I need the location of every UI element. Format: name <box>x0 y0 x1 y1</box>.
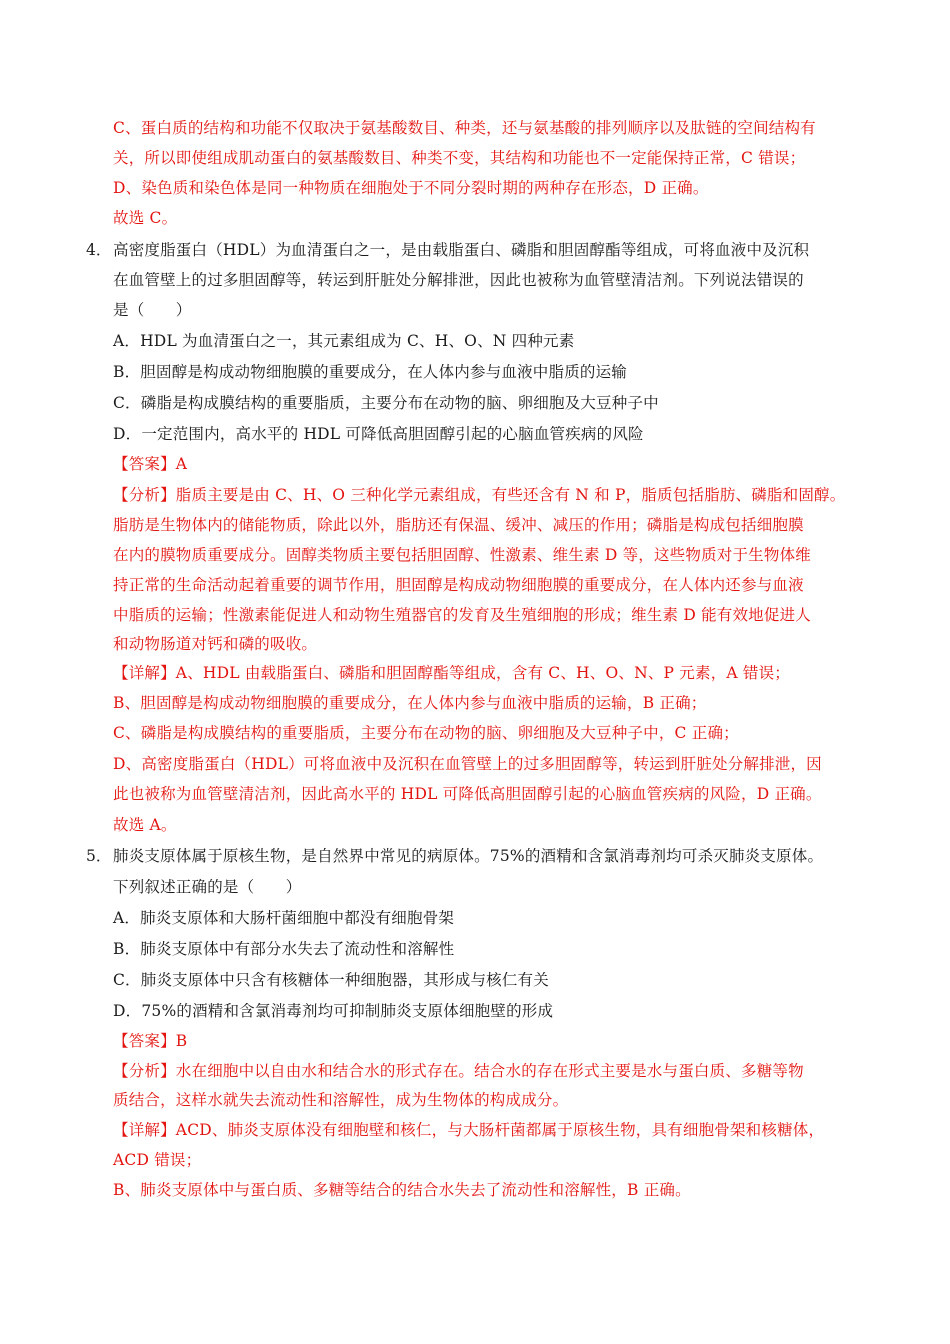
option-a: A．肺炎支原体和大肠杆菌细胞中都没有细胞骨架 <box>113 909 455 927</box>
option-b: B．胆固醇是构成动物细胞膜的重要成分，在人体内参与血液中脂质的运输 <box>113 363 627 381</box>
analysis-line: 脂肪是生物体内的储能物质，除此以外，脂肪还有保温、缓冲、减压的作用；磷脂是构成包括细胞膜 <box>113 516 804 534</box>
detail-line: B、胆固醇是构成动物细胞膜的重要成分，在人体内参与血液中脂质的运输，B 正确； <box>113 694 707 712</box>
text-line: 关，所以即使组成肌动蛋白的氨基酸数目、种类不变，其结构和功能也不一定能保持正常，C 错误； <box>113 149 806 167</box>
analysis-line: 【分析】脂质主要是由 C、H、O 三种化学元素组成，有些还含有 N 和 P，脂质包括脂肪、磷脂和固醇。 <box>113 486 846 504</box>
answer-label: 【答案】A <box>113 455 188 473</box>
question-stem: 肺炎支原体属于原核生物，是自然界中常见的病原体。75%的酒精和含氯消毒剂均可杀灭肺炎支原体。 <box>113 847 824 865</box>
detail-line: 此也被称为血管壁清洁剂，因此高水平的 HDL 可降低高胆固醇引起的心脑血管疾病的风险，D 正确。 <box>113 785 822 803</box>
question-number: 5． <box>86 847 112 865</box>
answer-label: 【答案】B <box>113 1032 188 1050</box>
question-number: 4． <box>86 241 112 259</box>
text-line: 在血管壁上的过多胆固醇等，转运到肝脏处分解排泄，因此也被称为血管壁清洁剂。下列说法错误的 <box>113 271 804 289</box>
analysis-line: 中脂质的运输；性激素能促进人和动物生殖器官的发育及生殖细胞的形成；维生素 D 能有效地促进人 <box>113 606 811 624</box>
detail-line: C、磷脂是构成膜结构的重要脂质，主要分布在动物的脑、卵细胞及大豆种子中，C 正确； <box>113 724 739 742</box>
text-line: 是（ ） <box>113 301 192 319</box>
question-stem: 高密度脂蛋白（HDL）为血清蛋白之一，是由载脂蛋白、磷脂和胆固醇酯等组成，可将血液中及沉积 <box>113 241 810 259</box>
option-c: C．磷脂是构成膜结构的重要脂质，主要分布在动物的脑、卵细胞及大豆种子中 <box>113 394 659 412</box>
option-d: D．75%的酒精和含氯消毒剂均可抑制肺炎支原体细胞壁的形成 <box>113 1002 554 1020</box>
detail-line: ACD 错误； <box>113 1151 202 1169</box>
analysis-line: 和动物肠道对钙和磷的吸收。 <box>113 635 318 653</box>
option-d: D．一定范围内，高水平的 HDL 可降低高胆固醇引起的心脑血管疾病的风险 <box>113 425 644 443</box>
analysis-line: 【分析】水在细胞中以自由水和结合水的形式存在。结合水的存在形式主要是水与蛋白质、多糖等物 <box>113 1062 804 1080</box>
text-line: 故选 C。 <box>113 209 178 227</box>
analysis-line: 持正常的生命活动起着重要的调节作用，胆固醇是构成动物细胞膜的重要成分，在人体内还参与血液 <box>113 576 804 594</box>
detail-line: B、肺炎支原体中与蛋白质、多糖等结合的结合水失去了流动性和溶解性，B 正确。 <box>113 1181 691 1199</box>
text-line: C、蛋白质的结构和功能不仅取决于氨基酸数目、种类，还与氨基酸的排列顺序以及肽链的空间结构有 <box>113 119 816 137</box>
detail-line: 【详解】ACD、肺炎支原体没有细胞壁和核仁，与大肠杆菌都属于原核生物，具有细胞骨架和核糖体， <box>113 1121 825 1139</box>
option-c: C．肺炎支原体中只含有核糖体一种细胞器，其形成与核仁有关 <box>113 971 549 989</box>
analysis-line: 在内的膜物质重要成分。固醇类物质主要包括胆固醇、性激素、维生素 D 等，这些物质对于生物体维 <box>113 546 811 564</box>
analysis-line: 质结合，这样水就失去流动性和溶解性，成为生物体的构成成分。 <box>113 1091 569 1109</box>
text-line: D、染色质和染色体是同一种物质在细胞处于不同分裂时期的两种存在形态，D 正确。 <box>113 179 709 197</box>
text-line: 下列叙述正确的是（ ） <box>113 878 302 896</box>
detail-line: 【详解】A、HDL 由载脂蛋白、磷脂和胆固醇酯等组成，含有 C、H、O、N、P 元素，A 错误； <box>113 664 791 682</box>
detail-line: D、高密度脂蛋白（HDL）可将血液中及沉积在血管壁上的过多胆固醇等，转运到肝脏处分解排泄，因 <box>113 755 822 773</box>
option-a: A．HDL 为血清蛋白之一，其元素组成为 C、H、O、N 四种元素 <box>113 332 575 350</box>
option-b: B．肺炎支原体中有部分水失去了流动性和溶解性 <box>113 940 455 958</box>
conclusion-line: 故选 A。 <box>113 816 177 834</box>
